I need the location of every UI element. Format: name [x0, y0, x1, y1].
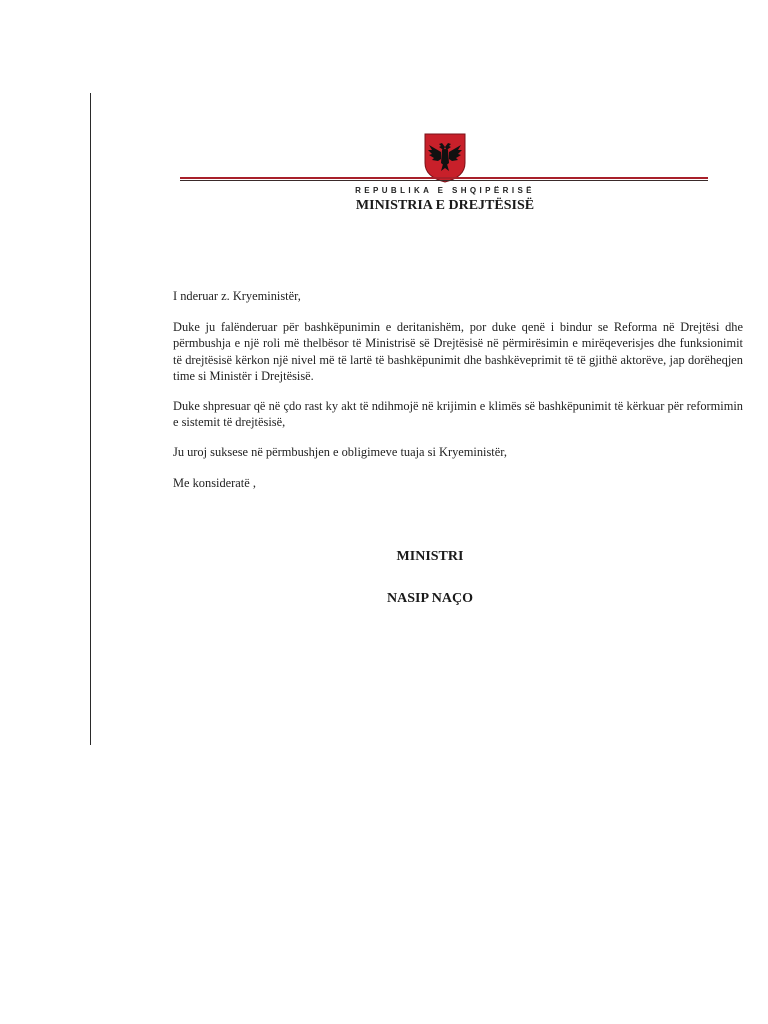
albanian-eagle-emblem-icon — [424, 133, 466, 183]
letter-paragraph-1: Duke ju falënderuar për bashkëpunimin e deritanishëm, por duke qenë i bindur se Reforma në Drejtësi dhe përmbushja e një roli më thelbësor të Ministrisë së Drejtësisë në përmirësimin e mirëqeverisjes dhe funksionimit të drejtësisë kërkon një nivel më të lartë të bashkëpunimit dhe bashkëveprimit të të gjithë aktorëve, jap dorëheqjen time si Ministër i Drejtësisë. — [173, 320, 743, 383]
signature-name: NASIP NAÇO — [387, 591, 473, 606]
header-rule-dark — [180, 180, 708, 181]
republic-heading: REPUBLIKA E SHQIPËRISË — [355, 186, 535, 195]
letter-paragraph-3: Ju uroj suksese në përmbushjen e obligimeve tuaja si Kryeministër, — [173, 445, 507, 460]
margin-rule — [90, 93, 91, 745]
letter-salutation: I nderuar z. Kryeministër, — [173, 289, 301, 303]
signature-title: MINISTRI — [396, 549, 464, 564]
letter-paragraph-2: Duke shpresuar që në çdo rast ky akt të ndihmojë në krijimin e klimës së bashkëpunimit të kërkuar për reformimin e sistemit të drejtësisë, — [173, 399, 743, 430]
letter-closing: Me konsideratë , — [173, 475, 256, 490]
letter-body — [173, 288, 743, 505]
header-rule-red — [180, 177, 708, 179]
ministry-heading: MINISTRIA E DREJTËSISË — [355, 198, 535, 213]
